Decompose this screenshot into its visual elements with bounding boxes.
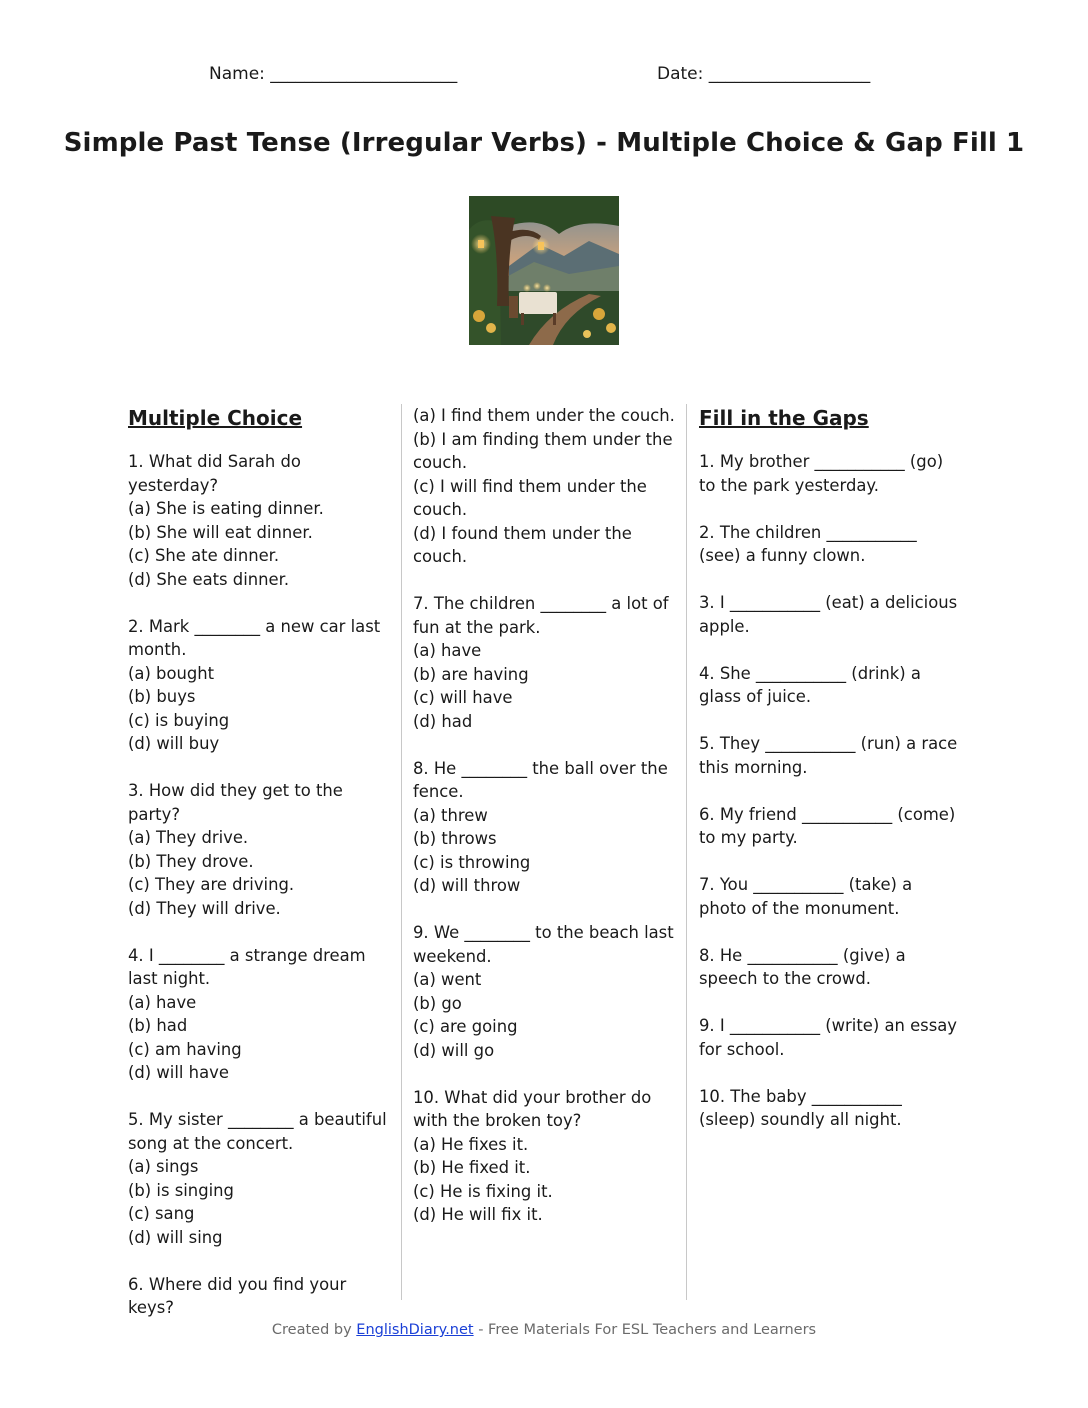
answer-option: (d) I found them under the couch. (413, 523, 632, 566)
question-stem: 5. My sister ________ a beautiful song at the concert. (128, 1110, 387, 1153)
answer-option: (b) They drove. (128, 851, 254, 871)
question (128, 615, 390, 756)
answer-option: (d) They will drive. (128, 898, 281, 918)
question (413, 757, 675, 898)
gap-fill-item: 7. You ___________ (take) a photo of the monument. (699, 875, 913, 918)
answer-option: (b) go (413, 993, 462, 1013)
answer-option: (c) is throwing (413, 852, 531, 872)
gap-fill-column (699, 404, 963, 1155)
page-title: Simple Past Tense (Irregular Verbs) - Multiple Choice & Gap Fill 1 (63, 128, 1025, 158)
answer-option: (a) She is eating dinner. (128, 499, 324, 518)
answer-option: (c) They are driving. (128, 875, 295, 894)
footer-link[interactable]: EnglishDiary.net (356, 1322, 474, 1338)
footer-prefix: Created by (271, 1322, 357, 1338)
gap-fill-item: 4. She ___________ (drink) a glass of juice. (699, 663, 921, 706)
gap-fill-item: 6. My friend ___________ (come) to my party. (699, 804, 956, 847)
answer-option: (d) He will fix it. (413, 1205, 543, 1224)
gap-fill-item: 5. They ___________ (run) a race this morning. (699, 734, 958, 777)
question (128, 1273, 390, 1320)
gap-fill-item: 2. The children ___________ (see) a funny clown. (699, 522, 917, 565)
question-stem: 4. I ________ a strange dream last night. (128, 945, 366, 988)
answer-option: (a) bought (128, 663, 215, 683)
answer-option: (d) will go (413, 1040, 495, 1060)
gap-fill-item: 3. I ___________ (eat) a delicious apple. (699, 593, 958, 636)
answer-option: (c) sang (128, 1204, 195, 1223)
answer-option: (d) will buy (128, 734, 220, 753)
column-divider (401, 404, 402, 1300)
answer-option: (a) went (413, 970, 482, 989)
answer-option: (d) will throw (413, 876, 521, 895)
answer-option: (c) will have (413, 688, 513, 707)
answer-option: (c) I will find them under the couch. (413, 476, 647, 519)
multiple-choice-column-2 (413, 404, 675, 1250)
question-stem: 9. We ________ to the beach last weekend. (413, 923, 674, 966)
answer-option: (d) will have (128, 1063, 229, 1082)
question-continued (413, 404, 675, 569)
answer-option: (c) are going (413, 1017, 518, 1036)
gap-fill-heading: Fill in the Gaps (699, 406, 869, 430)
footer (0, 1322, 1088, 1338)
question (413, 592, 675, 733)
gap-fill-item: 1. My brother ___________ (go) to the park yesterday. (699, 452, 944, 495)
answer-option: (b) throws (413, 829, 497, 848)
question (128, 1108, 390, 1249)
question (413, 921, 675, 1062)
answer-option: (a) He fixes it. (413, 1134, 529, 1154)
question-stem: 2. Mark ________ a new car last month. (128, 616, 381, 659)
answer-option: (a) threw (413, 805, 488, 825)
name-field[interactable]: Name: ______________________ (209, 64, 458, 84)
gap-fill-item: 8. He ___________ (give) a speech to the crowd. (699, 945, 906, 988)
answer-option: (d) She eats dinner. (128, 569, 290, 589)
answer-option: (b) had (128, 1016, 188, 1035)
worksheet-illustration (469, 196, 619, 345)
answer-option: (c) He is fixing it. (413, 1181, 553, 1201)
question (128, 450, 390, 591)
question (128, 779, 390, 920)
answer-option: (b) are having (413, 664, 529, 684)
answer-option: (a) They drive. (128, 828, 249, 847)
question-stem: 6. Where did you find your keys? (128, 1274, 347, 1317)
answer-option: (b) He fixed it. (413, 1158, 531, 1177)
answer-option: (a) I find them under the couch. (413, 406, 675, 425)
answer-option: (b) I am finding them under the couch. (413, 429, 673, 472)
answer-option: (c) am having (128, 1039, 242, 1059)
answer-option: (c) is buying (128, 710, 230, 730)
column-divider (686, 404, 687, 1300)
answer-option: (a) sings (128, 1157, 199, 1176)
answer-option: (a) have (413, 641, 482, 660)
question-stem: 1. What did Sarah do yesterday? (128, 452, 301, 495)
date-field[interactable]: Date: ___________________ (657, 64, 871, 84)
answer-option: (c) She ate dinner. (128, 546, 280, 565)
multiple-choice-heading: Multiple Choice (128, 406, 303, 430)
gap-fill-item: 9. I ___________ (write) an essay for school. (699, 1016, 958, 1059)
multiple-choice-column-1 (128, 404, 390, 1343)
question-stem: 7. The children ________ a lot of fun at the park. (413, 594, 669, 637)
answer-option: (d) will sing (128, 1227, 223, 1247)
answer-option: (b) She will eat dinner. (128, 522, 313, 542)
answer-option: (a) have (128, 992, 197, 1012)
question-stem: 10. What did your brother do with the broken toy? (413, 1087, 652, 1130)
question-stem: 3. How did they get to the party? (128, 781, 343, 824)
question (413, 1086, 675, 1227)
question (128, 944, 390, 1085)
answer-option: (b) is singing (128, 1180, 234, 1200)
footer-suffix: - Free Materials For ESL Teachers and Learners (473, 1322, 817, 1338)
question-stem: 8. He ________ the ball over the fence. (413, 758, 668, 801)
answer-option: (b) buys (128, 687, 196, 706)
gap-fill-item: 10. The baby ___________ (sleep) soundly all night. (699, 1086, 902, 1129)
answer-option: (d) had (413, 711, 473, 731)
